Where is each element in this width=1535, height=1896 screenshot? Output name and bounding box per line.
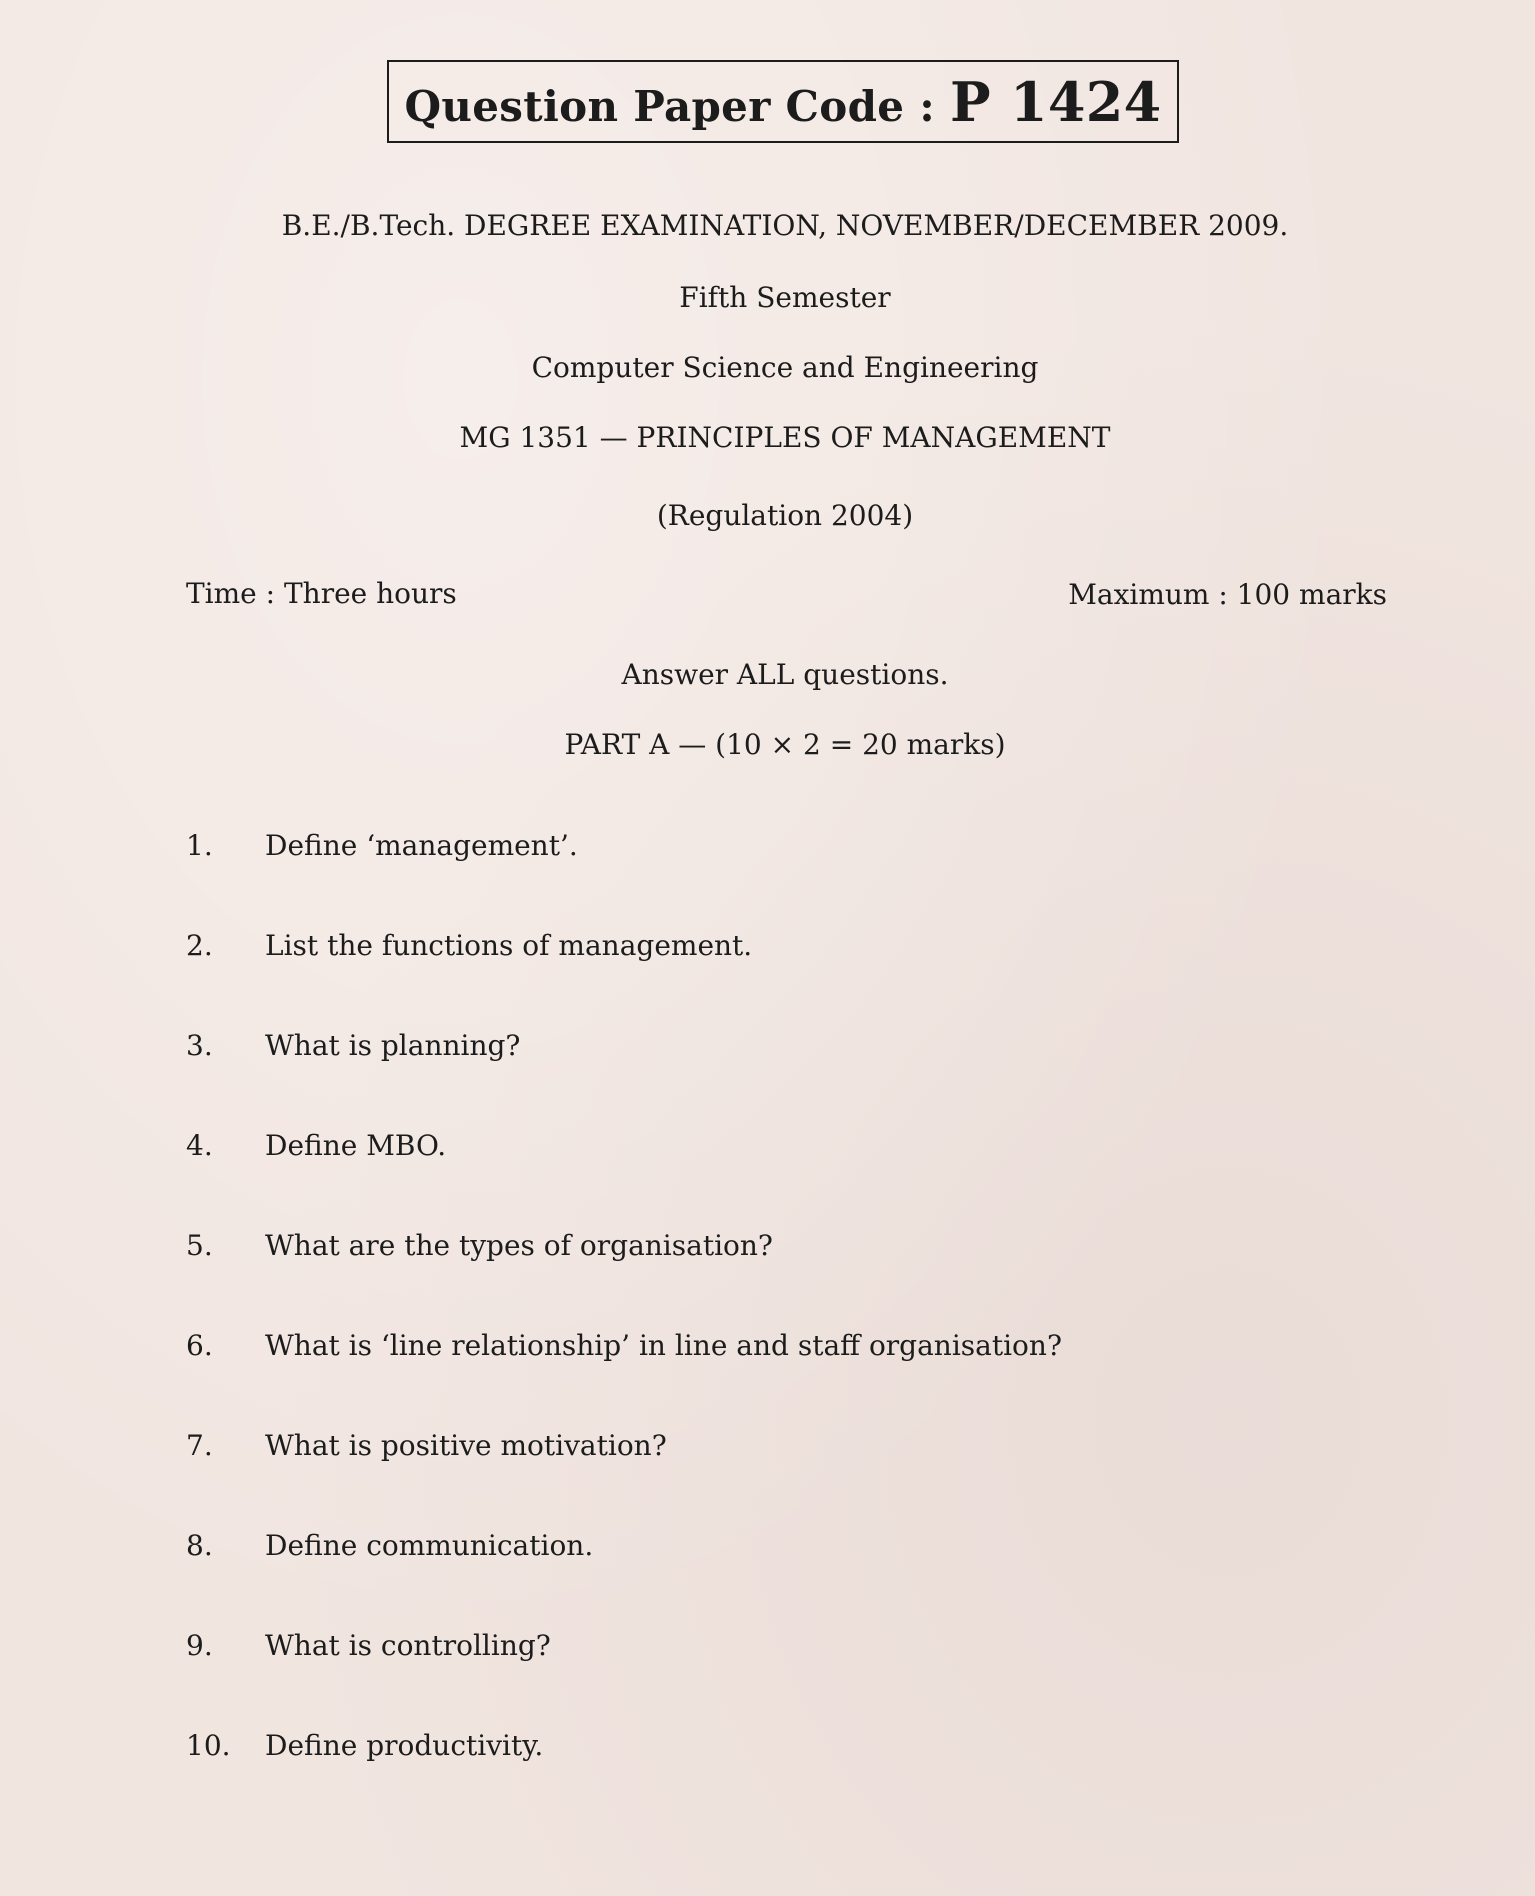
branch: Computer Science and Engineering <box>531 351 1039 384</box>
part-heading: PART A — (10 × 2 = 20 marks) <box>564 728 1006 761</box>
code-value: P 1424 <box>949 70 1162 134</box>
question-number: 6. <box>186 1329 213 1362</box>
semester: Fifth Semester <box>679 281 891 314</box>
instruction: Answer ALL questions. <box>621 658 949 691</box>
question-number: 10. <box>186 1729 231 1762</box>
question-number: 9. <box>186 1629 213 1662</box>
exam-title: B.E./B.Tech. DEGREE EXAMINATION, NOVEMBER/DECEMBER 2009. <box>281 209 1289 242</box>
time-allowed: Time : Three hours <box>186 577 457 610</box>
question-text: Define MBO. <box>265 1129 447 1162</box>
question-text: List the functions of management. <box>265 929 753 962</box>
question-number: 5. <box>186 1229 213 1262</box>
question-paper-code-box <box>387 60 1179 143</box>
question-number: 2. <box>186 929 213 962</box>
question-number: 7. <box>186 1429 213 1462</box>
subject: MG 1351 — PRINCIPLES OF MANAGEMENT <box>459 421 1111 454</box>
question-text: Define ‘management’. <box>265 829 578 862</box>
question-text: Define communication. <box>265 1529 594 1562</box>
question-text: What are the types of organisation? <box>265 1229 773 1262</box>
question-text: What is positive motivation? <box>265 1429 667 1462</box>
code-label: Question Paper Code : <box>404 82 936 131</box>
question-number: 4. <box>186 1129 213 1162</box>
maximum-marks: Maximum : 100 marks <box>1068 578 1387 611</box>
regulation: (Regulation 2004) <box>656 499 914 532</box>
question-text: What is controlling? <box>265 1629 551 1662</box>
question-text: Define productivity. <box>265 1729 544 1762</box>
question-text: What is planning? <box>265 1029 521 1062</box>
question-number: 3. <box>186 1029 213 1062</box>
question-number: 8. <box>186 1529 213 1562</box>
question-text: What is ‘line relationship’ in line and staff organisation? <box>265 1329 1062 1362</box>
question-number: 1. <box>186 829 213 862</box>
